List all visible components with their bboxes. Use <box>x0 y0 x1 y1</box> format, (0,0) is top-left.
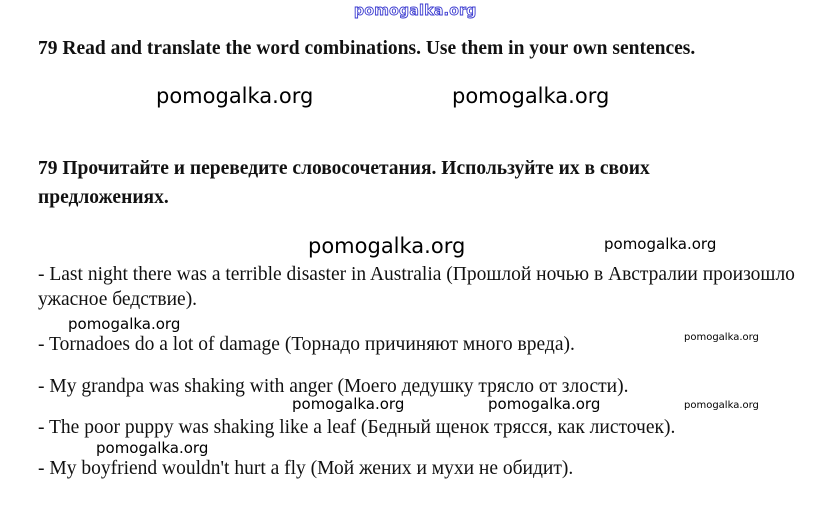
list-item: - My grandpa was shaking with anger (Моего дедушку трясло от злости). <box>38 376 629 397</box>
watermark: pomogalka.org <box>292 395 405 413</box>
list-item: - My boyfriend wouldn't hurt a fly (Мой жених и мухи не обидит). <box>38 458 574 479</box>
watermark: pomogalka.org <box>488 395 601 413</box>
watermark: pomogalka.org <box>452 84 610 108</box>
watermark: pomogalka.org <box>604 235 717 253</box>
task-heading-english: 79 Read and translate the word combinations. Use them in your own sentences. <box>38 38 696 59</box>
list-item: - Tornadoes do a lot of damage (Торнадо причиняют много вреда). <box>38 334 575 355</box>
watermark-header: pomogalka.org <box>354 3 477 19</box>
watermark: pomogalka.org <box>156 84 314 108</box>
watermark: pomogalka.org <box>684 332 759 343</box>
watermark: pomogalka.org <box>684 400 759 411</box>
watermark: pomogalka.org <box>308 234 466 258</box>
watermark: pomogalka.org <box>96 439 209 457</box>
task-heading-russian: 79 Прочитайте и переведите словосочетания. Используйте их в своих предложениях. <box>38 158 650 208</box>
list-item: - Last night there was a terrible disaster in Australia (Прошлой ночью в Австралии произошло ужасное бедствие). <box>38 264 795 310</box>
list-item: - The poor puppy was shaking like a leaf (Бедный щенок трясся, как листочек). <box>38 417 676 438</box>
watermark: pomogalka.org <box>68 315 181 333</box>
